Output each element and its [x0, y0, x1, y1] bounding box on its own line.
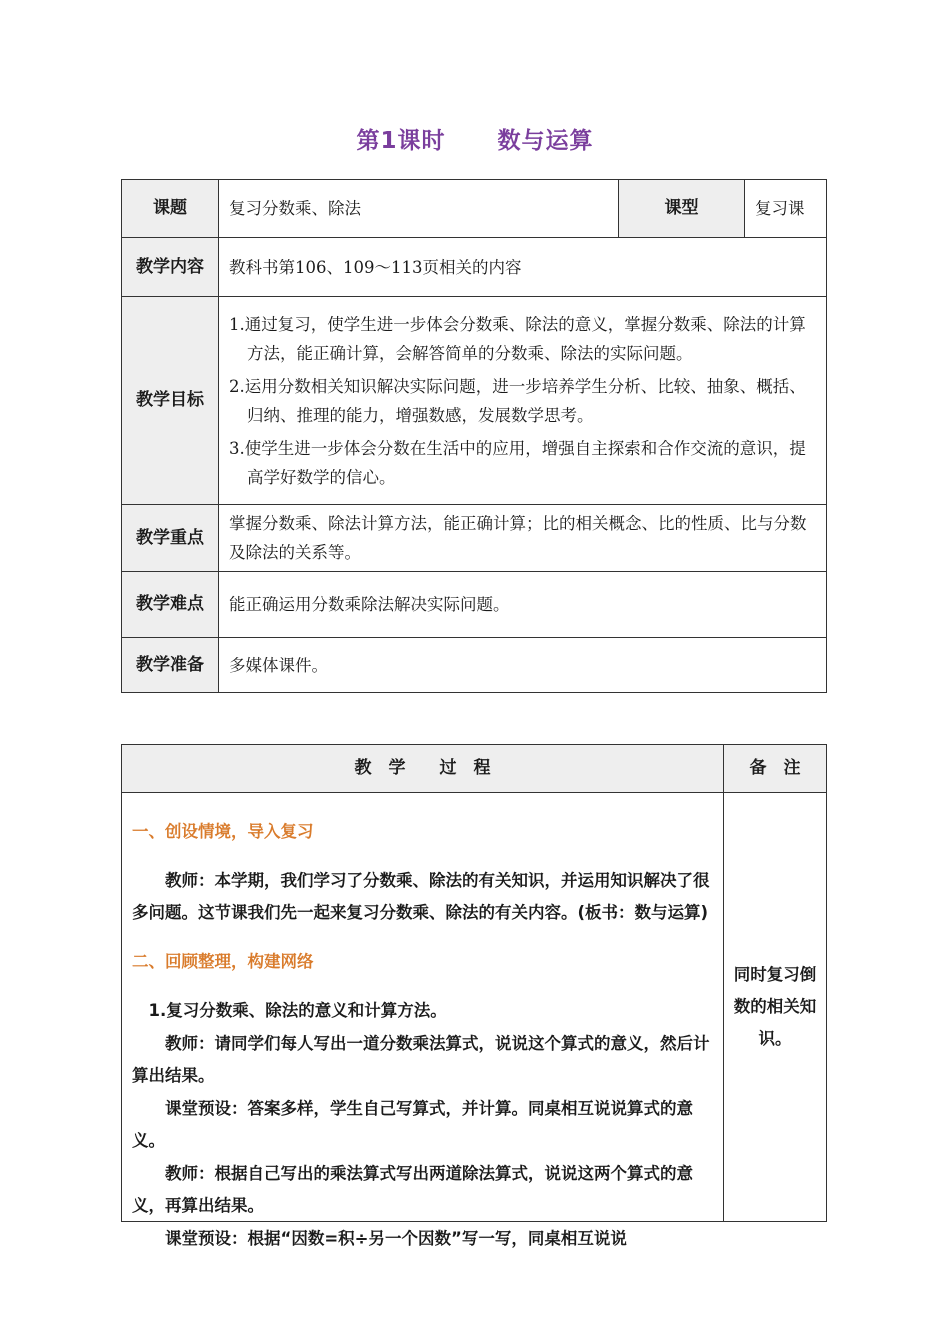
goals-label: 教学目标: [122, 297, 219, 505]
section-title: 一、创设情境，导入复习: [132, 821, 314, 841]
lesson-number: 第1课时: [356, 128, 446, 154]
difficulty-label: 教学难点: [122, 572, 219, 638]
difficulty-value: 能正确运用分数乘除法解决实际问题。: [219, 572, 827, 638]
type-label: 课型: [619, 180, 745, 238]
teaching-process-table: [121, 744, 827, 1248]
topic-value: 复习分数乘、除法: [219, 180, 619, 238]
paragraph: 课堂预设：答案多样，学生自己写算式，并计算。同桌相互说说算式的意义。: [132, 1098, 693, 1150]
lesson-topic: 数与运算: [497, 128, 594, 154]
prep-label: 教学准备: [122, 638, 219, 693]
process-header: 教 学 过 程: [122, 745, 724, 793]
lesson-info-table: [121, 179, 827, 693]
focus-value: 掌握分数乘、除法计算方法，能正确计算；比的相关概念、比的性质、比与分数及除法的关系等。: [219, 505, 827, 572]
topic-label: 课题: [122, 180, 219, 238]
page-title: [0, 122, 950, 155]
paragraph: 课堂预设：根据“因数=积÷另一个因数”写一写，同桌相互说说: [165, 1228, 627, 1248]
notes-header: 备 注: [724, 745, 827, 793]
paragraph: 教师：本学期，我们学习了分数乘、除法的有关知识，并运用知识解决了很多问题。这节课我们先一起来复习分数乘、除法的有关内容。(板书：数与运算): [132, 870, 710, 922]
goal-item: 2.运用分数相关知识解决实际问题，进一步培养学生分析、比较、抽象、概括、归纳、推理的能力，增强数感，发展数学思考。: [229, 376, 806, 425]
content-value: 教科书第106、109～113页相关的内容: [219, 238, 827, 297]
paragraph: 教师：请同学们每人写出一道分数乘法算式，说说这个算式的意义，然后计算出结果。: [132, 1033, 710, 1085]
process-content: [122, 793, 724, 1248]
type-value: 复习课: [745, 180, 827, 238]
prep-value: 多媒体课件。: [219, 638, 827, 693]
remark-note: 同时复习倒数的相关知识。: [724, 793, 827, 1222]
focus-label: 教学重点: [122, 505, 219, 572]
paragraph: 教师：根据自己写出的乘法算式写出两道除法算式，说说这两个算式的意义，再算出结果。: [132, 1163, 693, 1215]
content-label: 教学内容: [122, 238, 219, 297]
section-title: 二、回顾整理，构建网络: [132, 952, 314, 971]
list-item: 1.复习分数乘、除法的意义和计算方法。: [148, 1001, 447, 1020]
goal-item: 3.使学生进一步体会分数在生活中的应用，增强自主探索和合作交流的意识，提高学好数学的信心。: [229, 438, 806, 487]
goals-list: [219, 297, 827, 505]
goal-item: 1.通过复习，使学生进一步体会分数乘、除法的意义，掌握分数乘、除法的计算方法，能正确计算，会解答简单的分数乘、除法的实际问题。: [229, 314, 806, 363]
